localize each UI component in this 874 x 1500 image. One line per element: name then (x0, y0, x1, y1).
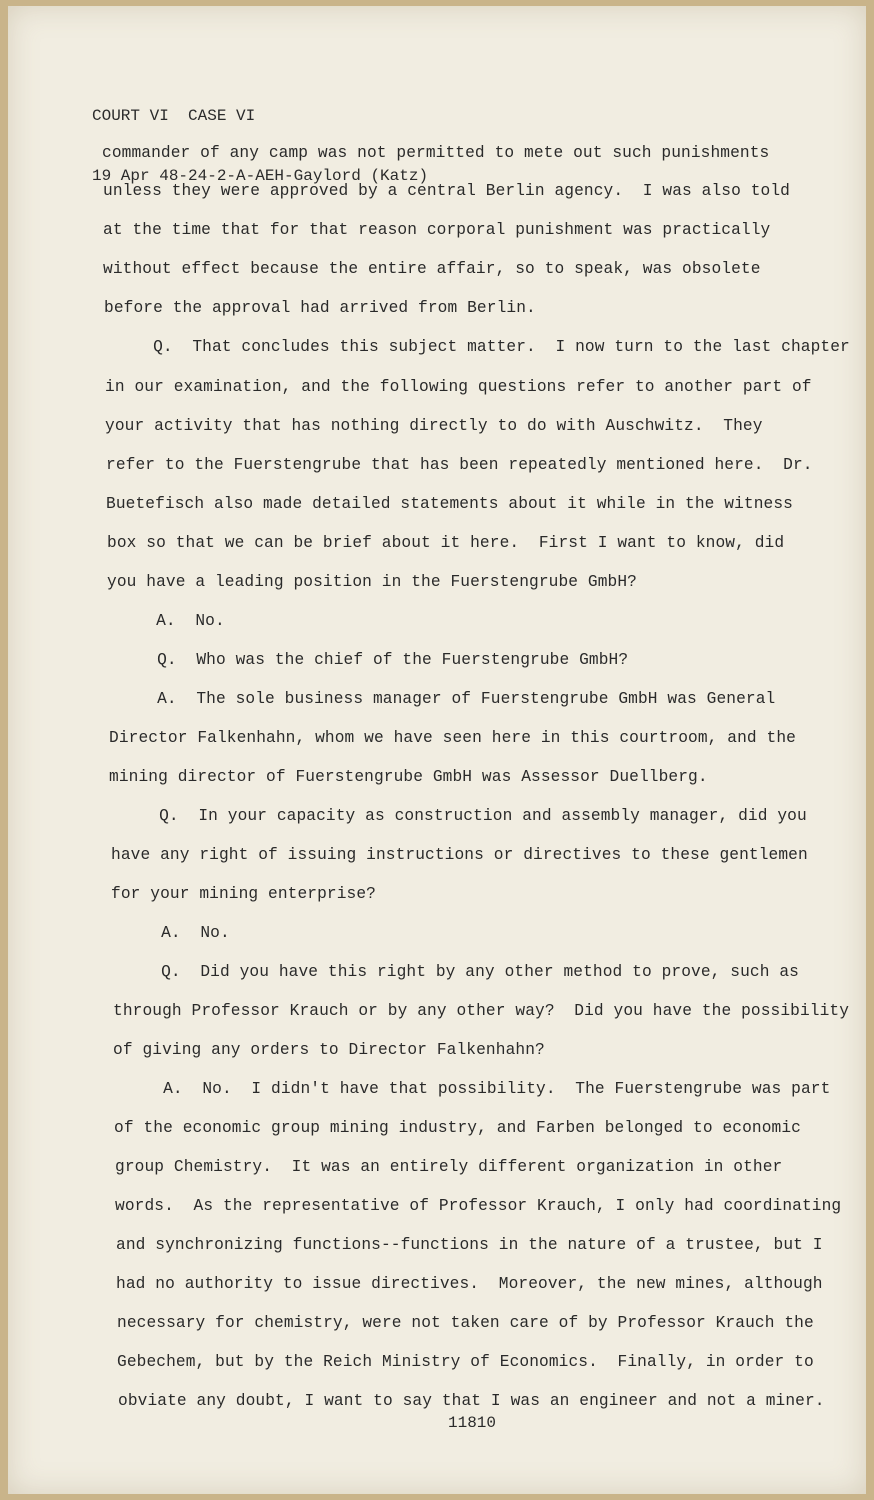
page-number: 11810 (448, 1414, 497, 1432)
transcript-line: obviate any doubt, I want to say that I was an engineer and not a miner. (118, 1392, 825, 1410)
transcript-line: Director Falkenhahn, whom we have seen here in this courtroom, and the (109, 729, 796, 747)
transcript-line: necessary for chemistry, were not taken care of by Professor Krauch the (117, 1314, 814, 1332)
transcript-line: of giving any orders to Director Falkenhahn? (113, 1041, 545, 1059)
transcript-line: box so that we can be brief about it here. First I want to know, did (107, 534, 785, 552)
transcript-line: in our examination, and the following questions refer to another part of (105, 378, 812, 396)
transcript-line: without effect because the entire affair, so to speak, was obsolete (103, 260, 761, 278)
transcript-line: Q. That concludes this subject matter. I now turn to the last chapter (104, 338, 850, 356)
transcript-line: refer to the Fuerstengrube that has been repeatedly mentioned here. Dr. (106, 456, 813, 474)
header-date-line: 19 Apr 48-24-2-A-AEH-Gaylord (Katz) (92, 167, 429, 185)
transcript-line: Q. In your capacity as construction and assembly manager, did you (110, 807, 807, 825)
transcript-line: Gebechem, but by the Reich Ministry of Economics. Finally, in order to (117, 1353, 814, 1371)
transcript-line: Q. Did you have this right by any other method to prove, such as (112, 963, 799, 981)
transcript-line: A. No. (107, 612, 225, 630)
document-page (8, 6, 866, 1494)
transcript-line: before the approval had arrived from Berlin. (104, 299, 536, 317)
transcript-line: commander of any camp was not permitted to mete out such punishments (102, 144, 770, 162)
header-case-line: COURT VI CASE VI (92, 107, 256, 125)
transcript-line: group Chemistry. It was an entirely different organization in other (115, 1158, 783, 1176)
transcript-line: through Professor Krauch or by any other way? Did you have the possibility (113, 1002, 850, 1020)
transcript-line: unless they were approved by a central Berlin agency. I was also told (103, 182, 790, 200)
transcript-line: for your mining enterprise? (111, 885, 376, 903)
transcript-line: A. The sole business manager of Fuerstengrube GmbH was General (108, 690, 776, 708)
transcript-line: your activity that has nothing directly to do with Auschwitz. They (105, 417, 763, 435)
transcript-line: had no authority to issue directives. Moreover, the new mines, although (116, 1275, 823, 1293)
transcript-line: have any right of issuing instructions or directives to these gentlemen (111, 846, 808, 864)
transcript-line: Buetefisch also made detailed statements about it while in the witness (106, 495, 793, 513)
transcript-line: A. No. (112, 924, 230, 942)
transcript-line: words. As the representative of Professor Krauch, I only had coordinating (115, 1197, 842, 1215)
transcript-line: you have a leading position in the Fuerstengrube GmbH? (107, 573, 637, 591)
transcript-line: at the time that for that reason corporal punishment was practically (103, 221, 771, 239)
transcript-line: mining director of Fuerstengrube GmbH was Assessor Duellberg. (109, 768, 708, 786)
transcript-line: and synchronizing functions--functions in the nature of a trustee, but I (116, 1236, 823, 1254)
transcript-line: of the economic group mining industry, and Farben belonged to economic (114, 1119, 801, 1137)
transcript-line: A. No. I didn't have that possibility. The Fuerstengrube was part (114, 1080, 831, 1098)
transcript-line: Q. Who was the chief of the Fuerstengrube GmbH? (108, 651, 629, 669)
